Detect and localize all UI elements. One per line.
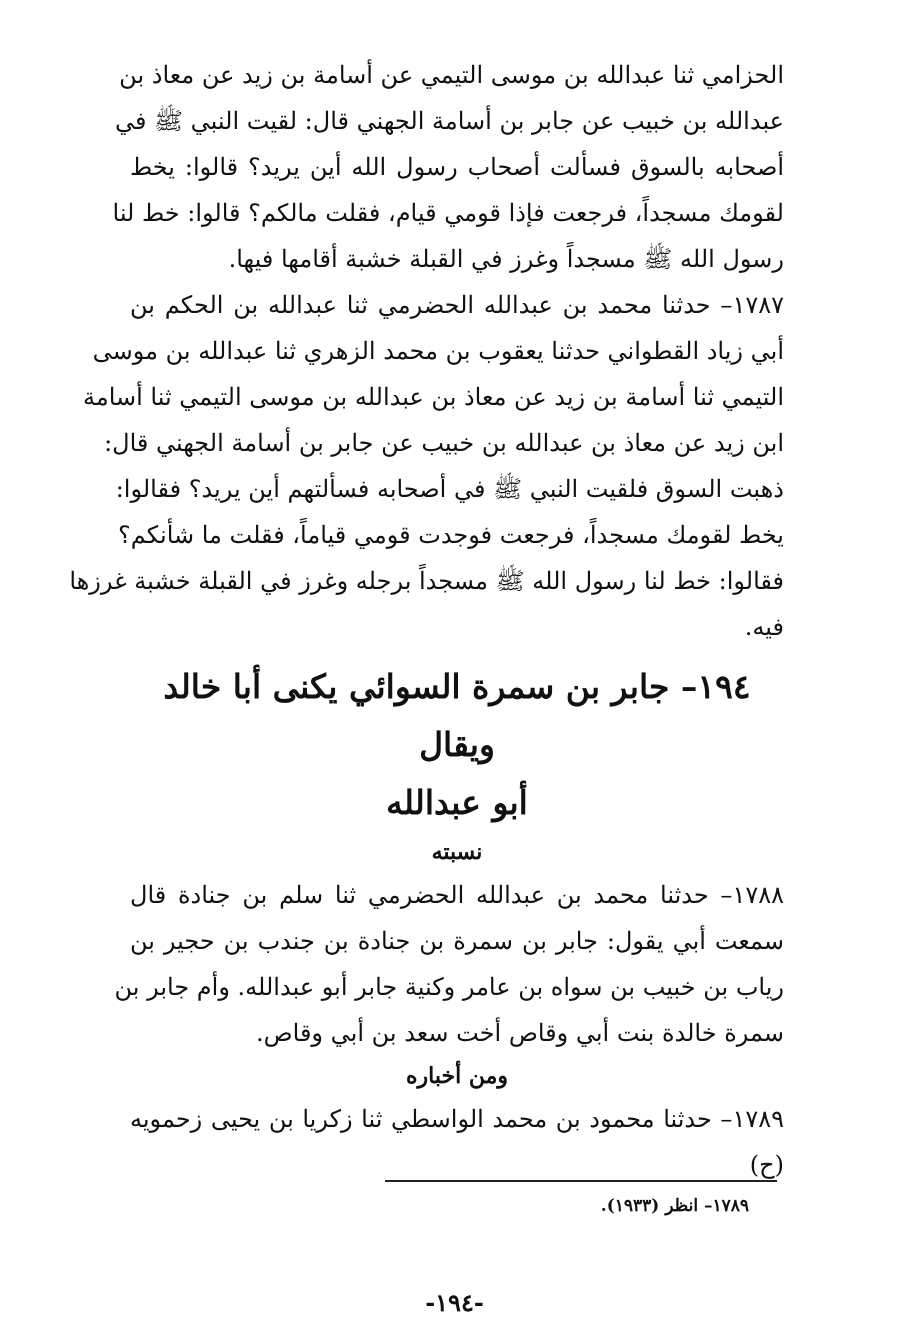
text-line: الحزامي ثنا عبدالله بن موسى التيمي عن أسامة بن زيد عن معاذ بن — [119, 61, 784, 89]
subheading-lineage: نسبته — [431, 839, 483, 865]
section-heading-line2: أبو عبدالله — [386, 783, 528, 822]
section-heading-line1: ١٩٤– جابر بن سمرة السوائي يكنى أبا خالد ويقال — [163, 667, 751, 764]
text-line: يخط لقومك مسجداً، فرجعت فوجدت قومي قياماً، فقلت ما شأنكم؟ — [118, 521, 784, 549]
main-text — [69, 52, 784, 1188]
section-heading — [130, 658, 784, 832]
text-line: رياب بن خبيب بن سواه بن عامر وكنية جابر أبو عبدالله. وأم جابر بن — [114, 973, 784, 1001]
paragraph-1789 — [130, 1096, 784, 1188]
text-line: ١٧٨٩– حدثنا محمود بن محمد الواسطي ثنا زكريا بن يحيى زحمويه — [130, 1105, 784, 1133]
text-line: فيه. — [744, 613, 784, 641]
text-line: سمعت أبي يقول: جابر بن سمرة بن جنادة بن جندب بن حجير بن — [130, 927, 784, 955]
text-line: أبي زياد القطواني حدثنا يعقوب بن محمد الزهري ثنا عبدالله بن موسى — [92, 337, 784, 365]
text-line: لقومك مسجداً، فرجعت فإذا قومي قيام، فقلت مالكم؟ قالوا: خط لنا — [112, 199, 784, 227]
text-line: ١٧٨٧– حدثنا محمد بن عبدالله الحضرمي ثنا عبدالله بن الحكم بن — [130, 291, 784, 319]
subheading-reports: ومن أخباره — [405, 1063, 509, 1089]
text-line: ابن زيد عن معاذ بن عبدالله بن خبيب عن جابر بن أسامة الجهني قال: — [104, 429, 784, 457]
footnote-divider — [385, 1180, 777, 1182]
text-line: فقالوا: خط لنا رسول الله ﷺ مسجداً برجله وغرز في القبلة خشبة غرزها — [69, 567, 784, 595]
text-line: أصحابه بالسوق فسألت أصحاب رسول الله أين يريد؟ قالوا: يخط — [130, 153, 784, 181]
text-line: ذهبت السوق فلقيت النبي ﷺ في أصحابه فسألتهم أين يريد؟ فقالوا: — [115, 475, 784, 503]
text-line: سمرة خالدة بنت أبي وقاص أخت سعد بن أبي وقاص. — [256, 1019, 784, 1047]
paragraph-1788 — [114, 872, 784, 1056]
footnote: ١٧٨٩– انظر (١٩٣٣). — [600, 1196, 749, 1216]
text-line: رسول الله ﷺ مسجداً وغرز في القبلة خشبة أقامها فيها. — [228, 245, 784, 273]
text-line: عبدالله بن خبيب عن جابر بن أسامة الجهني قال: لقيت النبي ﷺ في — [114, 107, 784, 135]
text-line: ١٧٨٨– حدثنا محمد بن عبدالله الحضرمي ثنا سلم بن جنادة قال — [130, 881, 784, 909]
paragraph-1787 — [69, 282, 784, 650]
paragraph-1786-continued — [112, 52, 784, 282]
text-line: (ح) — [749, 1151, 784, 1179]
page-number: -١٩٤- — [425, 1288, 484, 1317]
text-line: التيمي ثنا أسامة بن زيد عن معاذ بن عبدالله بن موسى التيمي ثنا أسامة — [82, 383, 784, 411]
